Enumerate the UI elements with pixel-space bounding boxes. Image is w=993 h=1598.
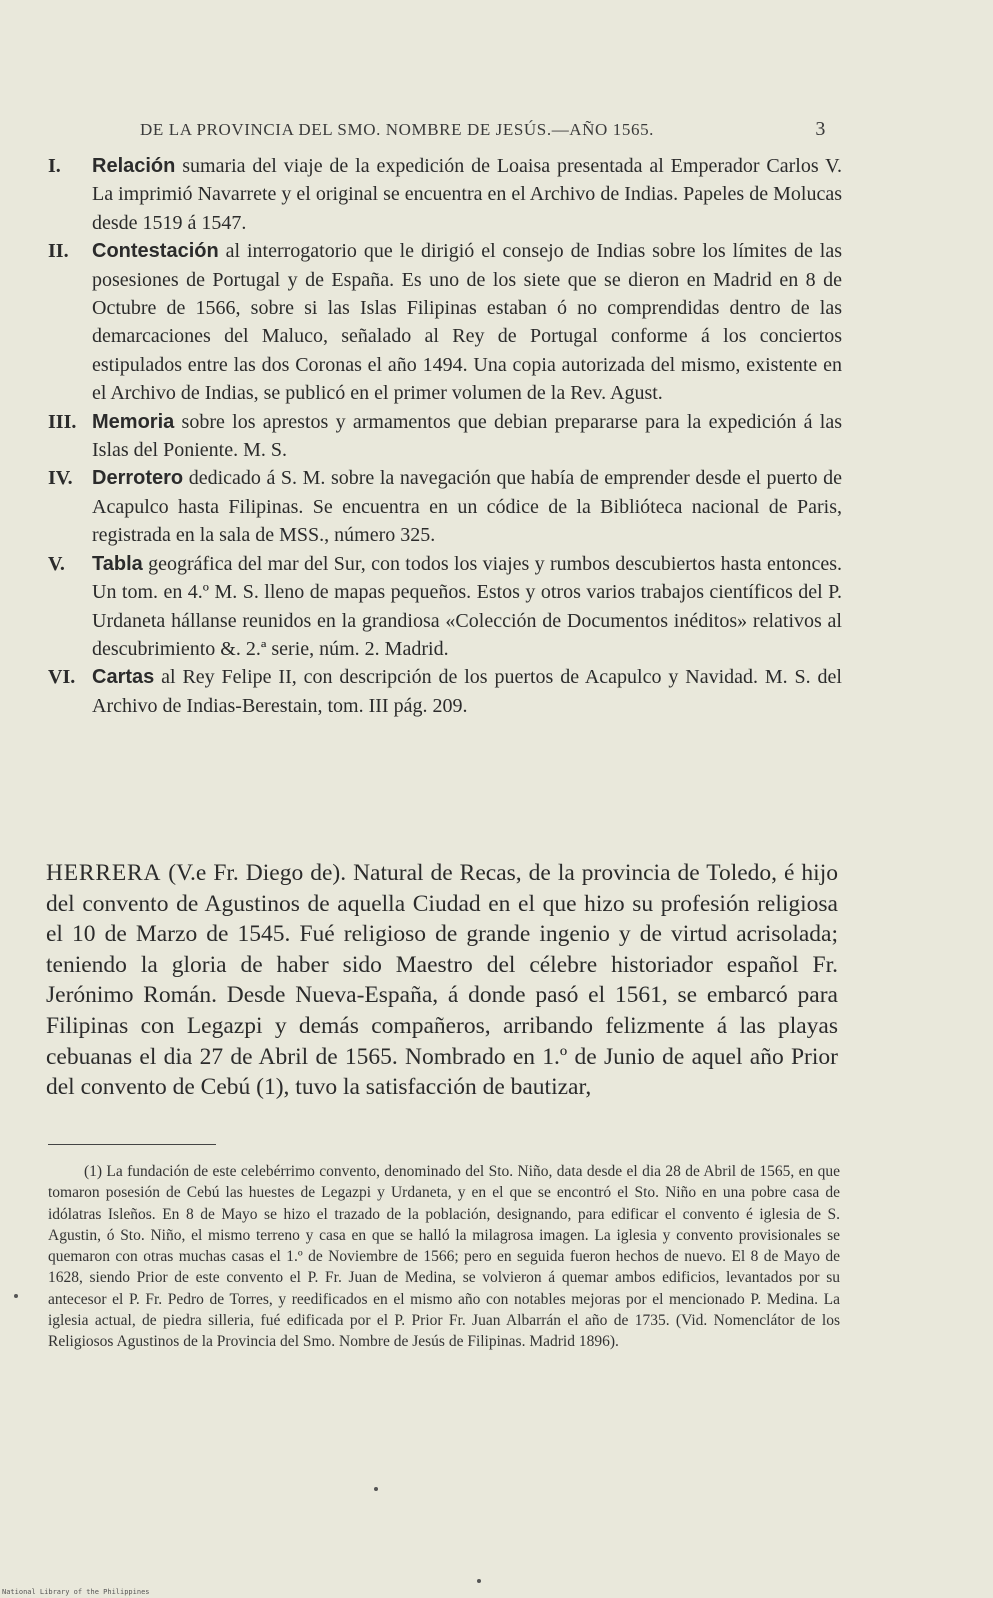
work-entry-4: [48, 464, 842, 549]
print-speck: [477, 1579, 481, 1583]
biography-text: (V.e Fr. Diego de). Natural de Recas, de la provincia de Toledo, é hijo del convento de Agustinos de aquella Ciudad en el que hizo su profesión religiosa el 10 de Marzo de 1545. Fué religioso de grande ingenio y de virtud acrisolada; teniendo la gloria de haber sido Maestro del célebre historiador español Fr. Jerónimo Román. Desde Nueva-España, á donde pasó el 1561, se embarcó para Filipinas con Legazpi y demás compañeros, arribando felizmente á las playas cebuanas el dia 27 de Abril de 1565. Nombrado en 1.º de Junio de aquel año Prior del convento de Cebú (1), tuvo la satisfacción de bautizar,: [46, 860, 838, 1101]
entry-numeral: IV.: [48, 467, 73, 490]
entry-title: Contestación: [92, 240, 219, 263]
entry-text: al Rey Felipe II, con descripción de los puertos de Acapulco y Navidad. M. S. del Archivo de Indias-Berestain, tom. III pág. 209.: [92, 666, 842, 717]
entry-text: sobre los aprestos y armamentos que debian prepararse para la expedición á las Islas del Poniente. M. S.: [92, 410, 842, 462]
entry-numeral: III.: [48, 410, 77, 433]
print-speck: [374, 1487, 378, 1491]
entry-text: geográfica del mar del Sur, con todos los viajes y rumbos descubiertos hasta entonces. Un tom. en 4.º M. S. lleno de mapas pequeños. Estos y otros varios trabajos científicos del P. Urdaneta hállanse reunidos en la grandiosa «Colección de Documentos inéditos» relativos al descubrimiento &. 2.ª serie, núm. 2. Madrid.: [92, 552, 842, 660]
entry-title: Cartas: [92, 666, 155, 689]
entry-numeral: V.: [48, 552, 65, 575]
entry-title: Tabla: [92, 552, 143, 575]
print-speck: [14, 1294, 18, 1298]
page-number: 3: [815, 118, 826, 140]
footnote-divider: [48, 1144, 216, 1145]
entry-title: Derrotero: [92, 467, 184, 490]
work-entry-1: [48, 152, 842, 237]
biography-paragraph: [46, 858, 838, 1103]
work-entry-5: [48, 550, 842, 664]
entry-title: Relación: [92, 155, 176, 177]
entry-numeral: II.: [48, 240, 69, 263]
work-entry-3: [48, 408, 842, 465]
library-credit: National Library of the Philippines: [2, 1588, 150, 1596]
work-entry-6: [48, 663, 842, 720]
entry-text: dedicado á S. M. sobre la navegación que había de emprender desde el puerto de Acapulco hasta Filipinas. Se encuentra en un códice de la Biblióteca nacional de Paris, registrada en la sala de MSS., número 325.: [92, 467, 842, 547]
entry-text: sumaria del viaje de la expedición de Loaisa presentada al Emperador Carlos V. La imprimió Navarrete y el original se encuentra en el Archivo de Indias. Papeles de Molucas desde 1519 á 1547.: [92, 155, 842, 234]
entry-title: Memoria: [92, 410, 175, 433]
entry-text: al interrogatorio que le dirigió el consejo de Indias sobre los límites de las posesiones de Portugal y de España. Es uno de los siete que se dieron en Madrid en 8 de Octubre de 1566, sobre si las Islas Filipinas estaban ó no comprendidas dentro de las demarcaciones del Maluco, señalado al Rey de Portugal conforme á los conciertos estipulados entre las dos Coronas el año 1494. Una copia autorizada del mismo, existente en el Archivo de Indias, se publicó en el primer volumen de la Rev. Agust.: [92, 240, 842, 405]
running-title: DE LA PROVINCIA DEL SMO. NOMBRE DE JESÚS.—AÑO 1565.: [140, 120, 655, 139]
work-entry-2: [48, 237, 842, 407]
biography-name: HERRERA: [46, 860, 162, 886]
entry-numeral: I.: [48, 155, 61, 177]
works-list: [48, 152, 842, 720]
entry-numeral: VI.: [48, 666, 76, 689]
running-header: [140, 120, 840, 140]
footnote: (1) La fundación de este celebérrimo convento, denominado del Sto. Niño, data desde el dia 28 de Abril de 1565, en que tomaron posesión de Cebú las huestes de Legazpi y Urdaneta, y en el que se encontró el Sto. Niño en una pobre casa de idólatras Isleños. En 8 de Mayo se hizo el trazado de la población, designando, para edificar el convento é iglesia de S. Agustin, ó Sto. Niño, el mismo terreno y casa en que se halló la milagrosa imagen. La iglesia y convento provisionales se quemaron con otras muchas casas el 1.º de Noviembre de 1566; pero en seguida fueron hechos de nuevo. El 8 de Mayo de 1628, siendo Prior de este convento el P. Fr. Juan de Medina, se volvieron á quemar ambos edificios, levantados por su antecesor el P. Fr. Pedro de Torres, y reedificados en el mismo año con notables mejoras por el mencionado P. Medina. La iglesia actual, de piedra silleria, fué edificada por el P. Prior Fr. Juan Albarrán el año de 1735. (Vid. Nomenclátor de los Religiosos Agustinos de la Provincia del Smo. Nombre de Jesús de Filipinas. Madrid 1896).: [48, 1163, 840, 1351]
